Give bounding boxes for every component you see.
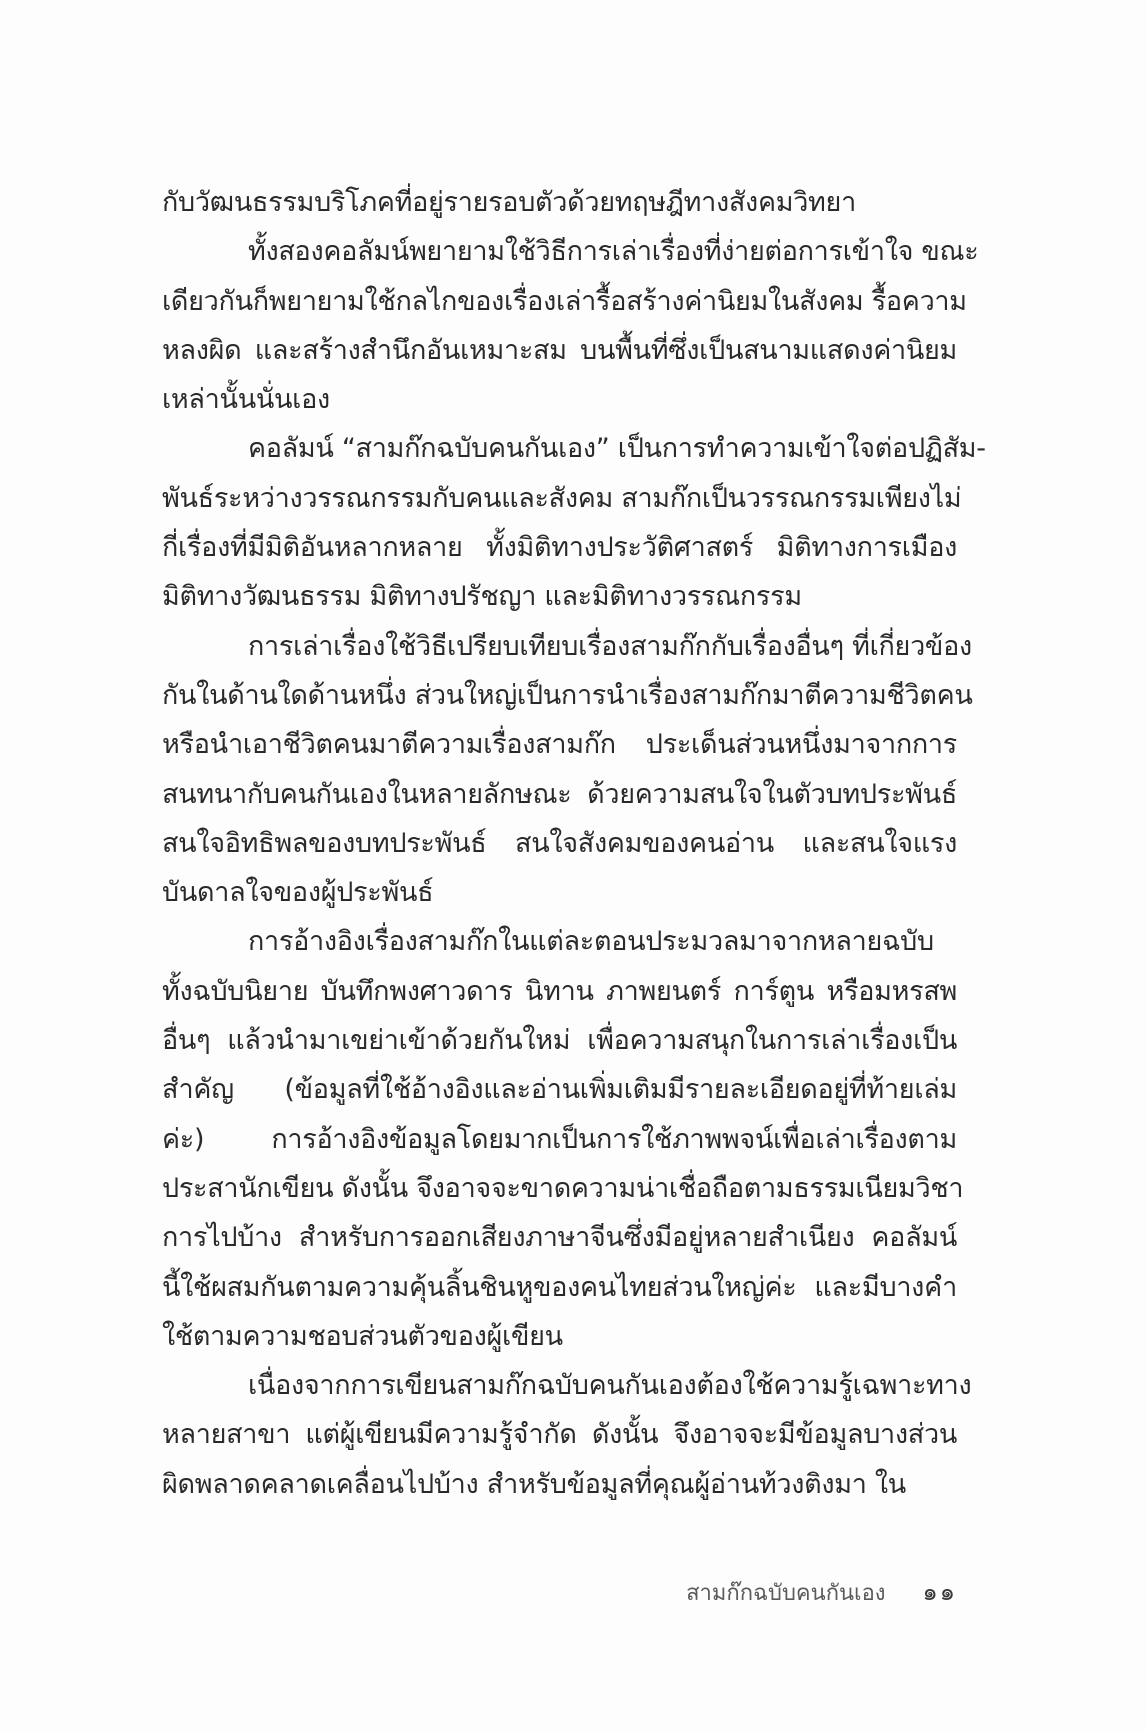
- text-line: บันดาลใจของผู้ประพันธ์: [162, 877, 434, 909]
- text-line: หลายสาขา แต่ผู้เขียนมีความรู้จำกัด ดังนั้น จึงอาจจะมีข้อมูลบางส่วน: [162, 1419, 957, 1451]
- text-line: นี้ใช้ผสมกันตามความคุ้นลิ้นชินหูของคนไทยส่วนใหญ่ค่ะ และมีบางคำ: [162, 1271, 957, 1303]
- paragraph: [162, 429, 986, 626]
- text-line: สนทนากับคนกันเองในหลายลักษณะ ด้วยความสนใจในตัวบทประพันธ์: [162, 778, 957, 810]
- text-line: กับวัฒนธรรมบริโภคที่อยู่รายรอบตัวด้วยทฤษฎีทางสังคมวิทยา: [162, 187, 856, 218]
- text-line: การเล่าเรื่องใช้วิธีเปรียบเทียบเรื่องสามก๊กกับเรื่องอื่นๆ ที่เกี่ยวข้อง: [248, 630, 972, 662]
- text-line: เหล่านั้นนั่นเอง: [162, 384, 330, 416]
- text-line: สำคัญ (ข้อมูลที่ใช้อ้างอิงและอ่านเพิ่มเติมมีรายละเอียดอยู่ที่ท้ายเล่ม: [162, 1074, 957, 1106]
- text-line: กันในด้านใดด้านหนึ่ง ส่วนใหญ่เป็นการนำเรื่องสามก๊กมาตีความชีวิตคน: [162, 679, 973, 711]
- text-line: พันธ์ระหว่างวรรณกรรมกับคนและสังคม สามก๊กเป็นวรรณกรรมเพียงไม่: [162, 482, 962, 514]
- text-line: สนใจอิทธิพลของบทประพันธ์ สนใจสังคมของคนอ่าน และสนใจแรง: [162, 827, 957, 859]
- paragraph: [162, 232, 979, 429]
- running-title: สามก๊กฉบับคนกันเอง: [686, 1581, 886, 1606]
- paragraph: [162, 1366, 972, 1514]
- text-line: อื่นๆ แล้วนำมาเขย่าเข้าด้วยกันใหม่ เพื่อความสนุกในการเล่าเรื่องเป็น: [162, 1025, 957, 1057]
- text-line: มิติทางวัฒนธรรม มิติทางปรัชญา และมิติทางวรรณกรรม: [162, 581, 802, 613]
- text-line: หลงผิด และสร้างสำนึกอันเหมาะสม บนพื้นที่ซึ่งเป็นสนามแสดงค่านิยม: [162, 334, 957, 366]
- text-line: ทั้งสองคอลัมน์พยายามใช้วิธีการเล่าเรื่องที่ง่ายต่อการเข้าใจ ขณะ: [248, 236, 979, 268]
- text-line: กี่เรื่องที่มีมิติอันหลากหลาย ทั้งมิติทางประวัติศาสตร์ มิติทางการเมือง: [162, 532, 957, 564]
- paragraph: [162, 183, 957, 232]
- text-line: ใช้ตามความชอบส่วนตัวของผู้เขียน: [162, 1320, 563, 1352]
- text-line: เดียวกันก็พยายามใช้กลไกของเรื่องเล่ารื้อสร้างค่านิยมในสังคม รื้อความ: [162, 285, 967, 317]
- text-line: ผิดพลาดคลาดเคลื่อนไปบ้าง สำหรับข้อมูลที่คุณผู้อ่านท้วงติงมา ใน: [162, 1468, 906, 1500]
- text-line: การอ้างอิงเรื่องสามก๊กในแต่ละตอนประมวลมาจากหลายฉบับ: [248, 926, 934, 958]
- paragraph: [162, 627, 973, 923]
- body-text: [162, 183, 986, 1514]
- page-footer: [686, 1572, 957, 1611]
- text-line: ประสานักเขียน ดังนั้น จึงอาจจะขาดความน่าเชื่อถือตามธรรมเนียมวิชา: [162, 1172, 964, 1204]
- text-line: เนื่องจากการเขียนสามก๊กฉบับคนกันเองต้องใช้ความรู้เฉพาะทาง: [248, 1370, 972, 1402]
- paragraph: [162, 922, 964, 1366]
- text-line: หรือนำเอาชีวิตคนมาตีความเรื่องสามก๊ก ประเด็นส่วนหนึ่งมาจากการ: [162, 729, 957, 761]
- text-line: คอลัมน์ “สามก๊กฉบับคนกันเอง” เป็นการทำความเข้าใจต่อปฏิสัม-: [248, 433, 986, 465]
- text-line: ทั้งฉบับนิยาย บันทึกพงศาวดาร นิทาน ภาพยนตร์ การ์ตูน หรือมหรสพ: [162, 975, 957, 1007]
- text-line: การไปบ้าง สำหรับการออกเสียงภาษาจีนซึ่งมีอยู่หลายสำเนียง คอลัมน์: [162, 1222, 957, 1254]
- page-number: ๑๑: [922, 1578, 957, 1606]
- text-line: ค่ะ) การอ้างอิงข้อมูลโดยมากเป็นการใช้ภาพพจน์เพื่อเล่าเรื่องตาม: [162, 1123, 957, 1155]
